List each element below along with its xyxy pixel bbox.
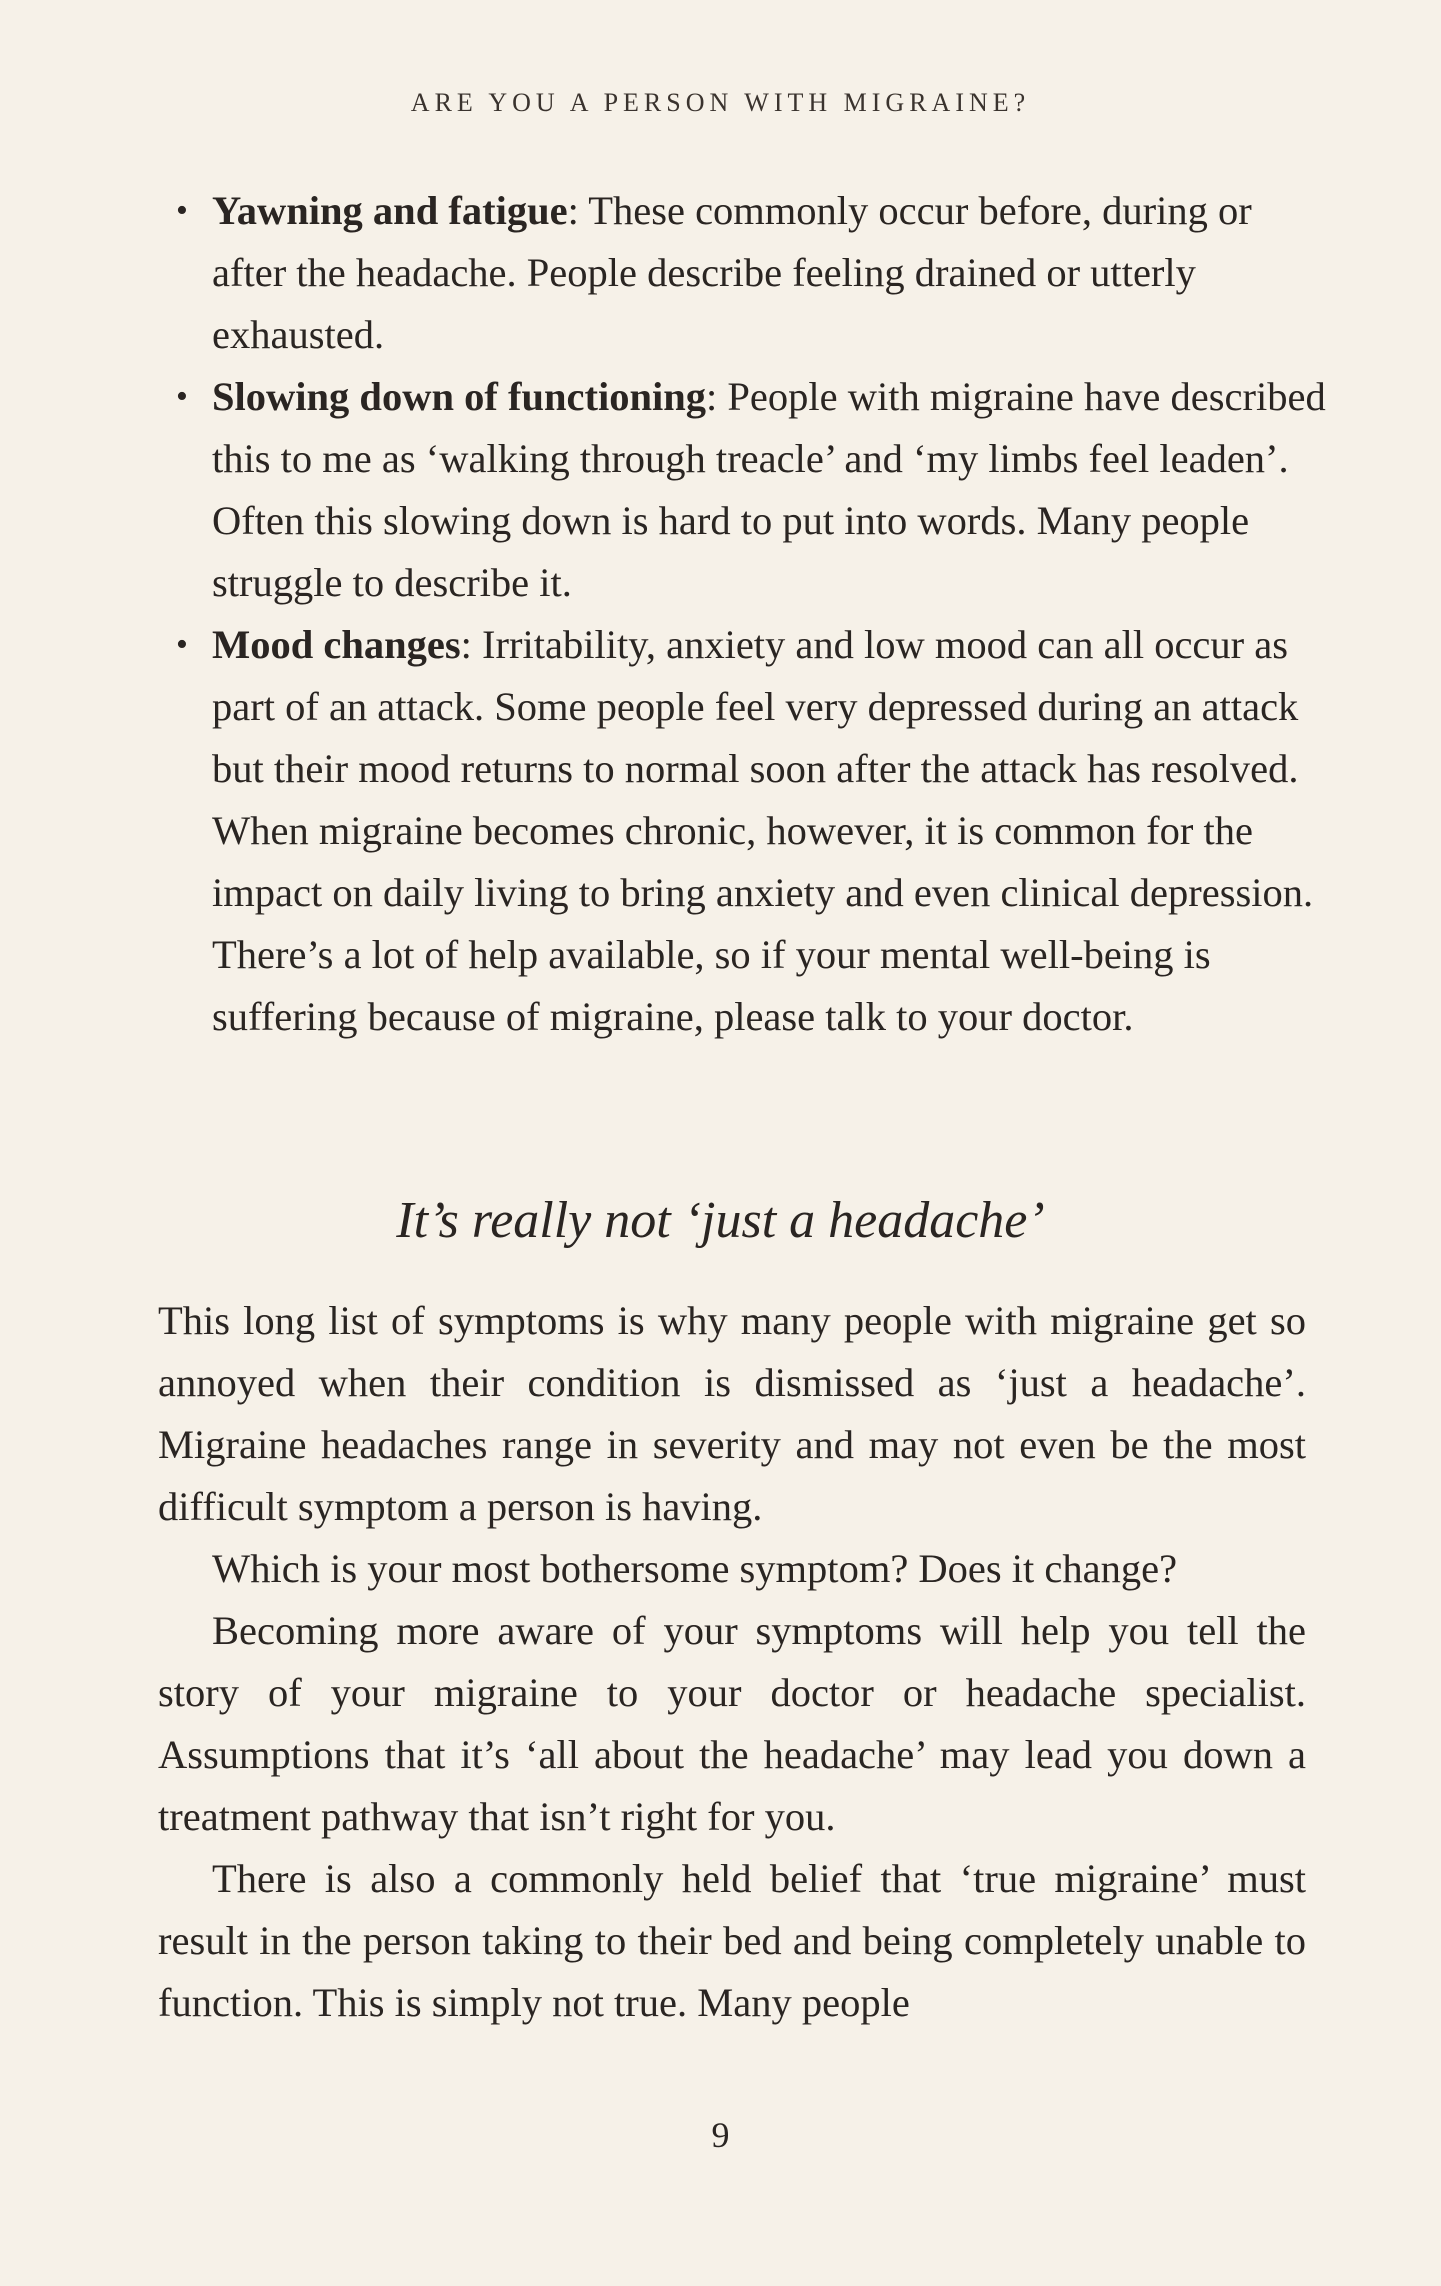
section-heading: It’s really not ‘just a headache’: [396, 1192, 1045, 1249]
bullet-text: : These commonly occur before, during or after the headache. People describe feeling drained or utterly exhausted.: [212, 188, 1252, 357]
paragraph: There is also a commonly held belief that ‘true migraine’ must result in the person taking to their bed and being completely unable to function. This is simply not true. Many people: [158, 1856, 1306, 2025]
bullet-text: : Irritability, anxiety and low mood can all occur as part of an attack. Some people feel very depressed during an attack but their mood returns to normal soon after the attack has resolved. When migraine becomes chronic, however, it is common for the impact on daily living to bring anxiety and even clinical depression. There’s a lot of help available, so if your mental well-being is suffering because of migraine, please talk to your doctor.: [212, 622, 1314, 1039]
bullet-icon: •: [176, 626, 188, 663]
paragraph: This long list of symptoms is why many people with migraine get so annoyed when their condition is dismissed as ‘just a headache’. Migraine headaches range in severity and may not even be the most difficult symptom a person is having.: [158, 1298, 1306, 1529]
bullet-term: Slowing down of functioning: [212, 374, 707, 419]
symptom-list: [176, 180, 1332, 1048]
list-item: [176, 180, 1332, 366]
list-item: [176, 366, 1332, 614]
running-head: ARE YOU A PERSON WITH MIGRAINE?: [410, 88, 1031, 117]
list-item: [176, 614, 1332, 1048]
body-text: [158, 1290, 1306, 2034]
bullet-icon: •: [176, 192, 188, 229]
page-number: 9: [711, 2115, 730, 2155]
bullet-text: : People with migraine have described this to me as ‘walking through treacle’ and ‘my limbs feel leaden’. Often this slowing down is hard to put into words. Many people struggle to describe it.: [212, 374, 1326, 605]
bullet-icon: •: [176, 378, 188, 415]
paragraph: Which is your most bothersome symptom? Does it change?: [212, 1546, 1178, 1591]
paragraph: Becoming more aware of your symptoms will help you tell the story of your migraine to your doctor or headache specialist. Assumptions that it’s ‘all about the headache’ may lead you down a treatment pathway that isn’t right for you.: [158, 1608, 1306, 1839]
bullet-term: Mood changes: [212, 622, 461, 667]
bullet-term: Yawning and fatigue: [212, 188, 568, 233]
